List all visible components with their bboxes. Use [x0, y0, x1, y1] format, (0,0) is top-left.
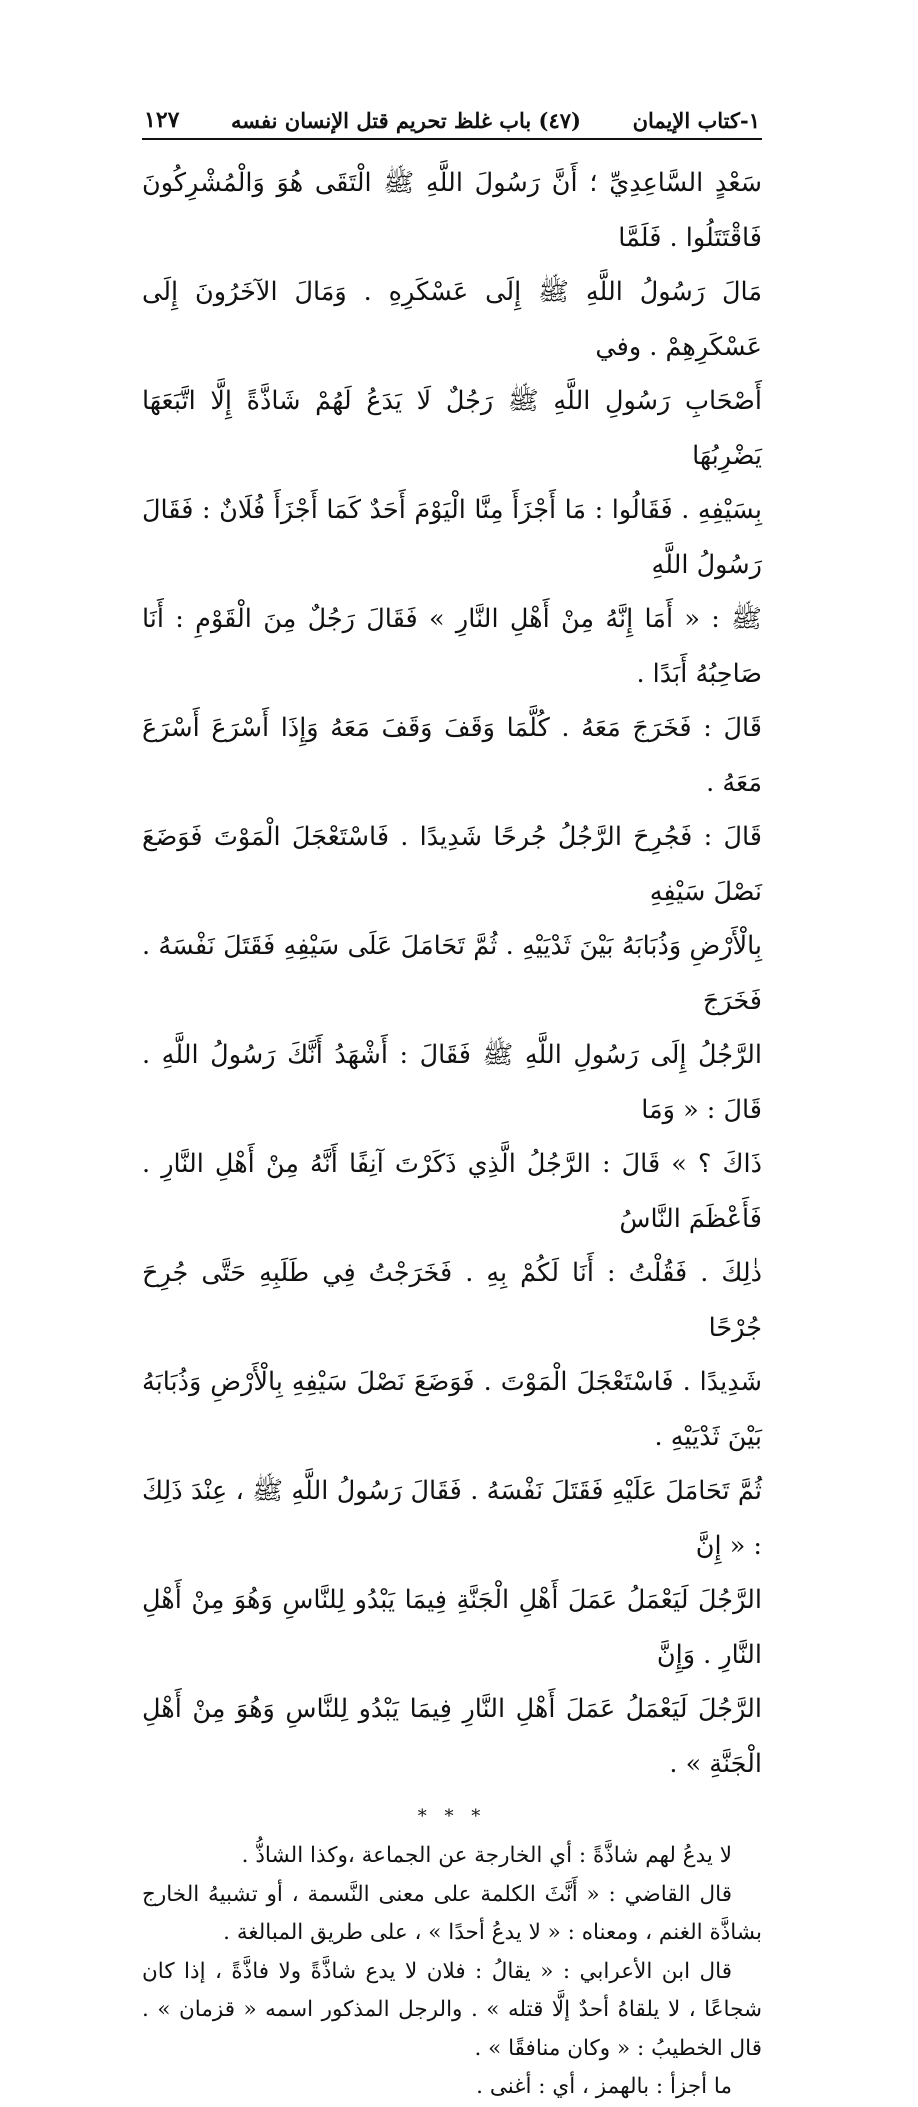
note-paragraph: ما أجزأ : بالهمز ، أي : أغنى . [476, 2074, 732, 2100]
text-line: بِالْأَرْضِ وَذُبَابَهُ بَيْنَ ثَدْيَيْهِ . ثُمَّ تَحَامَلَ عَلَى سَيْفِهِ فَقَتَلَ نَفْسَهُ . فَخَرَجَ [142, 931, 762, 1016]
text-line: شَدِيدًا . فَاسْتَعْجَلَ الْمَوْتَ . فَوَضَعَ نَصْلَ سَيْفِهِ بِالْأَرْضِ وَذُبَابَهُ بَيْنَ ثَدْيَيْهِ . [142, 1367, 762, 1452]
text-line: أَصْحَابِ رَسُولِ اللَّهِ ﷺ رَجُلٌ لَا يَدَعُ لَهُمْ شَاذَّةً إِلَّا اتَّبَعَهَا يَضْرِبُهَا [142, 386, 762, 471]
text-line: ثُمَّ تَحَامَلَ عَلَيْهِ فَقَتَلَ نَفْسَهُ . فَقَالَ رَسُولُ اللَّهِ ﷺ ، عِنْدَ ذَلِكَ : « إِنَّ [142, 1476, 762, 1561]
text-line: ذٰلِكَ . فَقُلْتُ : أَنَا لَكُمْ بِهِ . فَخَرَجْتُ فِي طَلَبِهِ حَتَّى جُرِحَ جُرْحًا [142, 1258, 762, 1343]
text-line: مَالَ رَسُولُ اللَّهِ ﷺ إِلَى عَسْكَرِهِ . وَمَالَ الآخَرُونَ إِلَى عَسْكَرِهِمْ . وفي [142, 277, 762, 362]
note-paragraph: قال ابن الأعرابي : « يقالُ : فلان لا يدع شاذَّةً ولا فاذَّةً ، إذا كان شجاعًا ، لا يلقاهُ أحدٌ إلَّا قتله » . والرجل المذكور اسمه « قزمان » . قال الخطيبُ : « وكان منافقًا » . [142, 1958, 762, 2061]
note-paragraph: لا يدعُ لهم شاذَّةً : أي الخارجة عن الجماعة ،وكذا الشاذُّ . [241, 1843, 732, 1869]
page-number: ١٢٧ [144, 107, 180, 133]
text-line: الرَّجُلَ لَيَعْمَلُ عَمَلَ أَهْلِ الْجَنَّةِ فِيمَا يَبْدُو لِلنَّاسِ وَهُوَ مِنْ أَهْلِ النَّارِ . وَإِنَّ [142, 1585, 762, 1670]
text-line: بِسَيْفِهِ . فَقَالُوا : مَا أَجْزَأَ مِنَّا الْيَوْمَ أَحَدٌ كَمَا أَجْزَأَ فُلَانٌ : فَقَالَ رَسُولُ اللَّهِ [142, 495, 762, 580]
hadith-text [142, 156, 762, 1791]
chapter-title: ١-كتاب الإيمان [632, 108, 760, 134]
text-line: الرَّجُلَ لَيَعْمَلُ عَمَلَ أَهْلِ النَّارِ فِيمَا يَبْدُو لِلنَّاسِ وَهُوَ مِنْ أَهْلِ الْجَنَّةِ » . [142, 1694, 762, 1779]
commentary-notes [142, 1837, 762, 2107]
section-separator: * * * [417, 1806, 487, 1828]
text-line: قَالَ : فَجُرِحَ الرَّجُلُ جُرحًا شَدِيدًا . فَاسْتَعْجَلَ الْمَوْتَ فَوَضَعَ نَصْلَ سَيْفِهِ [142, 822, 762, 907]
text-line: ذَاكَ ؟ » قَالَ : الرَّجُلُ الَّذِي ذَكَرْتَ آنِفًا أَنَّهُ مِنْ أَهْلِ النَّارِ . فَأَعْظَمَ النَّاسُ [142, 1149, 762, 1234]
text-line: الرَّجُلُ إِلَى رَسُولِ اللَّهِ ﷺ فَقَالَ : أَشْهَدُ أَنَّكَ رَسُولُ اللَّهِ . قَالَ : « وَمَا [142, 1040, 762, 1125]
note-paragraph: قال القاضي : « أَنَّثَ الكلمة على معنى النَّسمة ، أو تشبيهُ الخارج بشاذَّة الغنم ، ومعناه : « لا يدعُ أحدًا » ، على طريق المبالغة . [142, 1881, 762, 1946]
page-header [142, 108, 762, 140]
text-line: ﷺ : « أَمَا إِنَّهُ مِنْ أَهْلِ النَّارِ » فَقَالَ رَجُلٌ مِنَ الْقَوْمِ : أَنَا صَاحِبُهُ أَبَدًا . [142, 604, 762, 689]
text-line: سَعْدٍ السَّاعِدِيِّ ؛ أَنَّ رَسُولَ اللَّهِ ﷺ الْتَقَى هُوَ وَالْمُشْرِكُونَ فَاقْتَتَلُوا . فَلَمَّا [142, 168, 762, 253]
text-line: قَالَ : فَخَرَجَ مَعَهُ . كُلَّمَا وَقَفَ وَقَفَ مَعَهُ وَإِذَا أَسْرَعَ أَسْرَعَ مَعَهُ . [142, 713, 762, 798]
section-title: (٤٧) باب غلظ تحريم قتل الإنسان نفسه [231, 108, 581, 134]
book-page [142, 108, 762, 2107]
